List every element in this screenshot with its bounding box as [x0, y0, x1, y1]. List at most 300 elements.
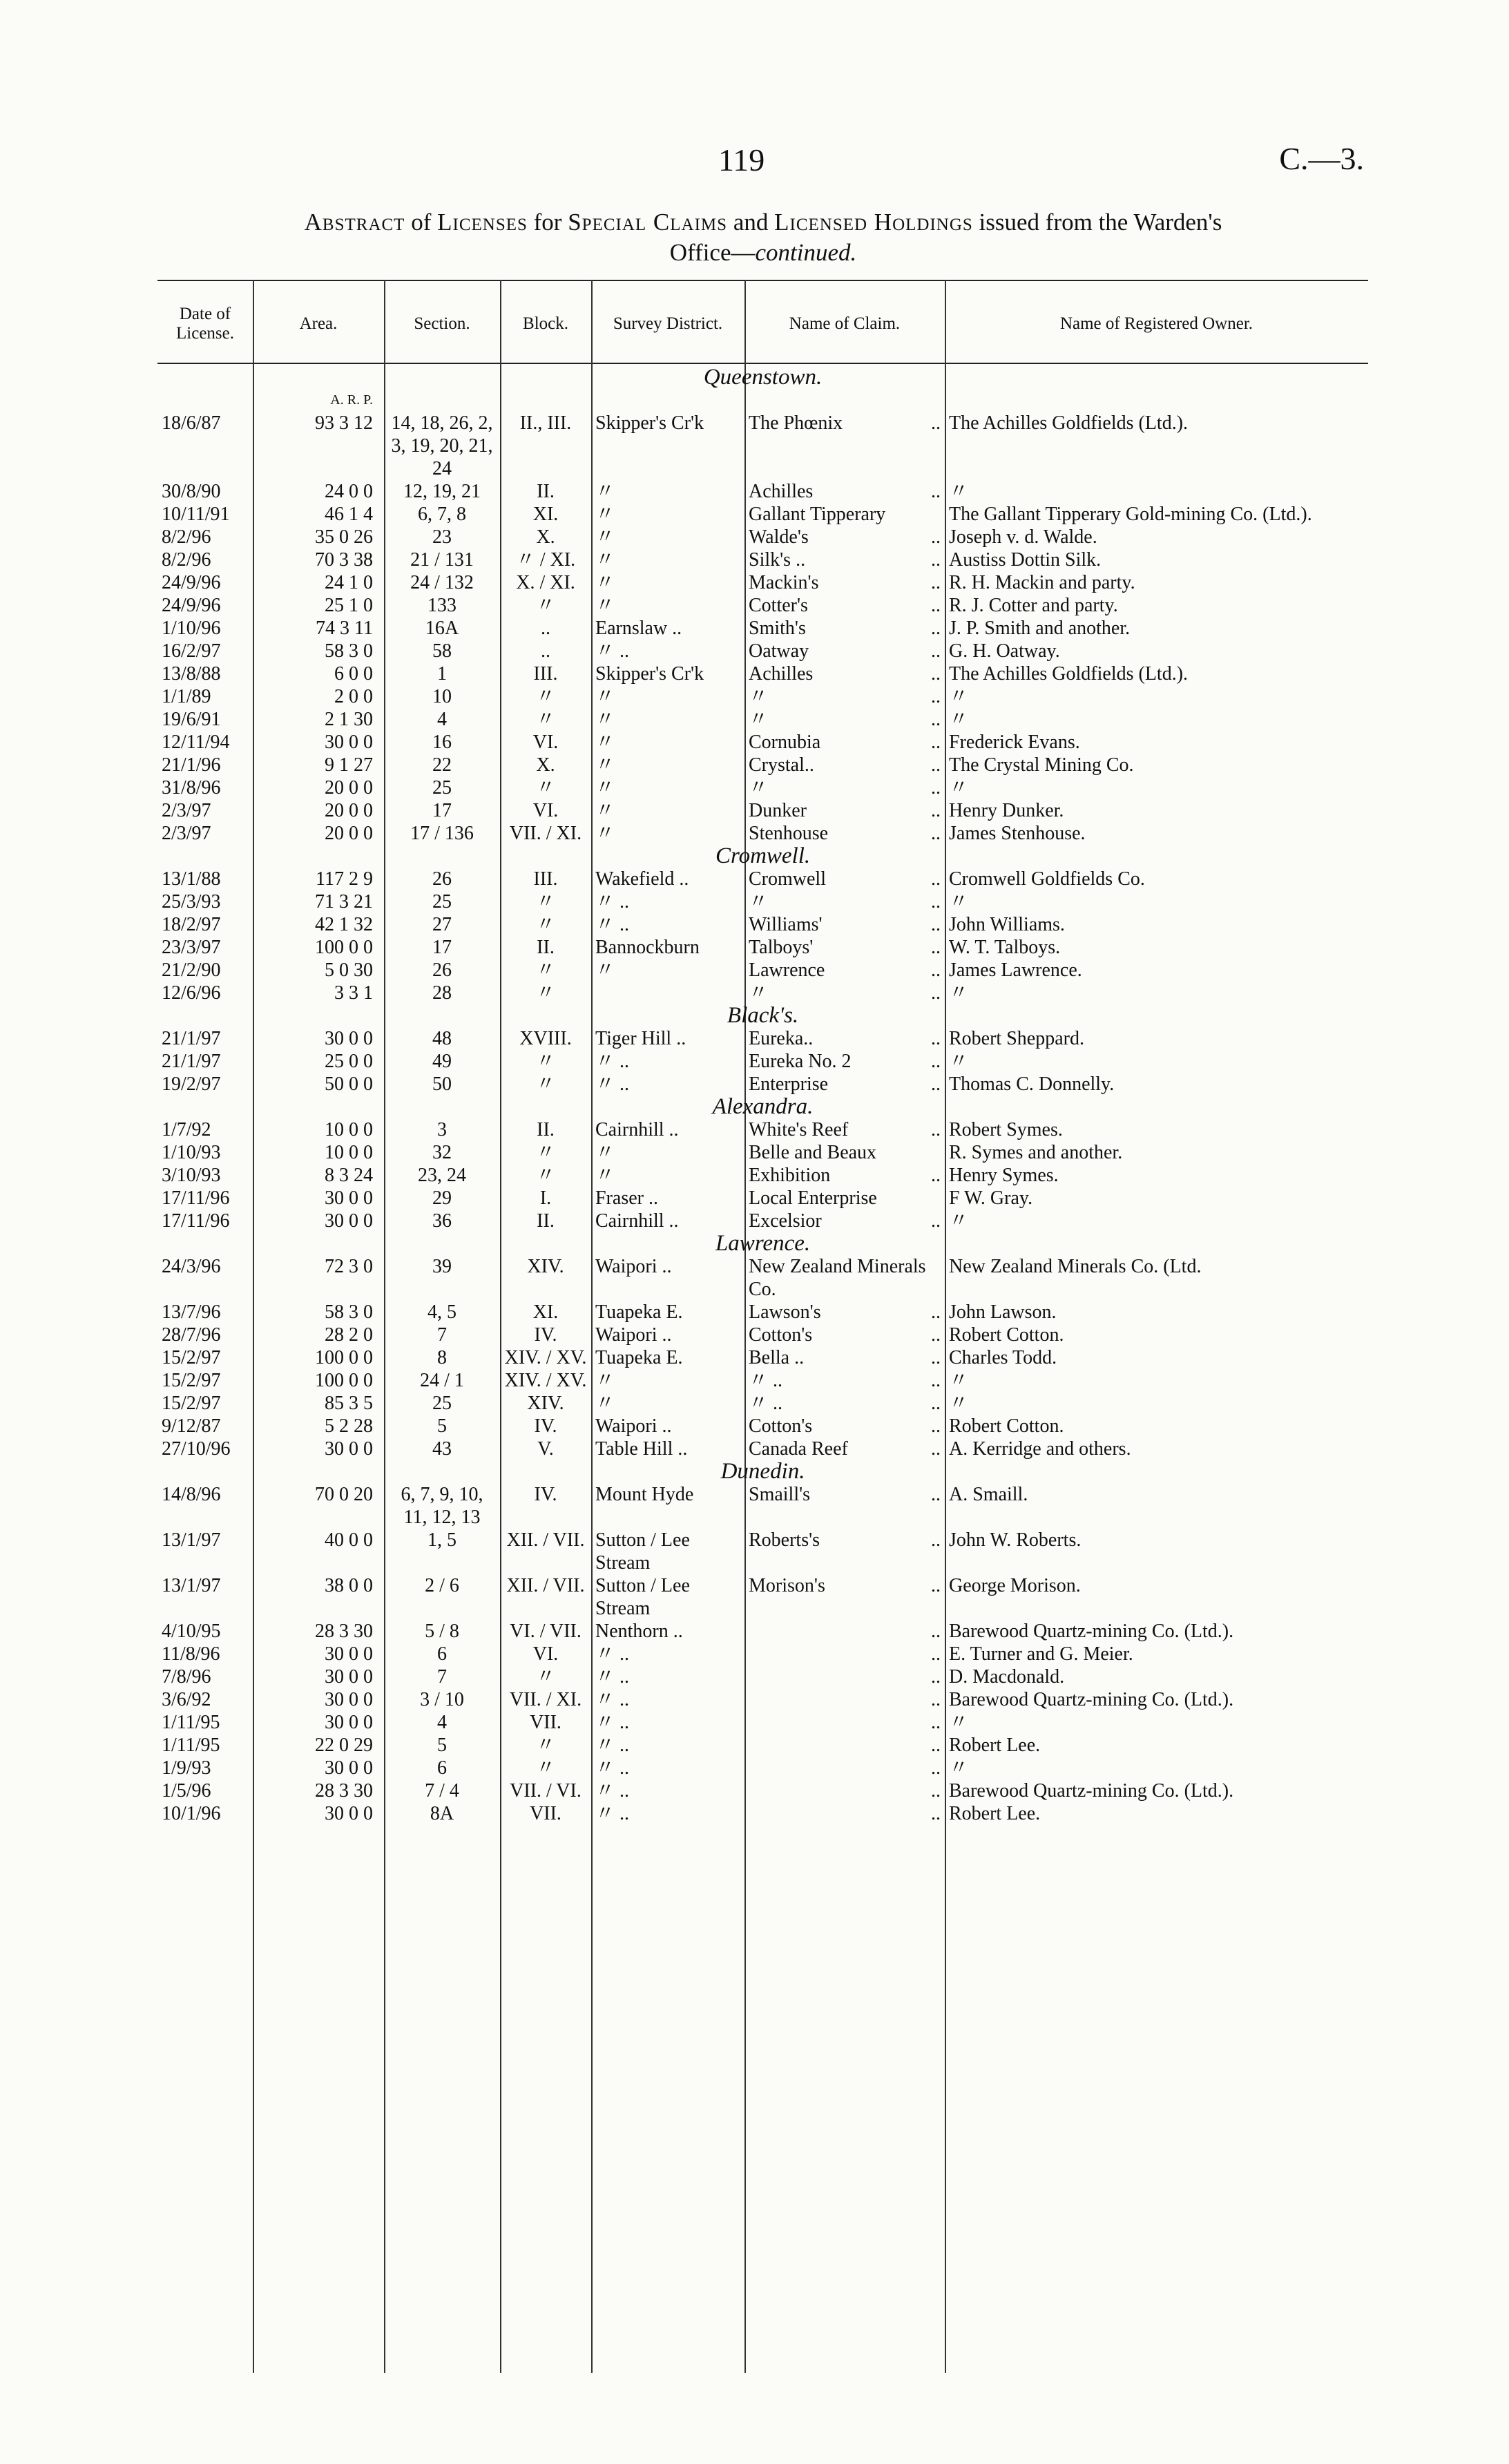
license-date: 13/1/88	[162, 868, 221, 890]
column-header-row	[157, 285, 1368, 363]
table-row	[157, 1255, 1368, 1301]
section: 16A	[425, 618, 459, 639]
leader-dots: ..	[931, 1529, 941, 1551]
survey-district: 〃	[595, 732, 615, 753]
block: III.	[533, 663, 558, 685]
area: 71 3 21	[315, 891, 373, 913]
survey-district: 〃	[595, 595, 615, 616]
claim-name: .. Excelsior	[749, 1210, 941, 1232]
claim-name: .. 〃 ..	[749, 1393, 941, 1414]
area: 9 1 27	[325, 754, 373, 776]
section-heading: Cromwell.	[715, 845, 811, 868]
leader-dots: ..	[931, 1643, 941, 1665]
licenses-table	[157, 366, 1368, 1825]
table-row	[157, 731, 1368, 754]
section: 25	[432, 777, 452, 799]
table-row	[157, 890, 1368, 913]
claim-name: .. The Phœnix	[749, 412, 941, 434]
section: 6, 7, 8	[418, 504, 466, 525]
survey-district: 〃	[595, 504, 615, 525]
document-code: C.—3.	[1279, 141, 1364, 176]
registered-owner: Charles Todd.	[949, 1347, 1057, 1368]
area: 30 0 0	[325, 1803, 373, 1824]
section: 29	[432, 1187, 452, 1209]
block: IV.	[534, 1415, 557, 1437]
col-header-section: Section.	[414, 314, 470, 333]
leader-dots: ..	[931, 732, 941, 753]
license-date: 13/7/96	[162, 1301, 221, 1323]
survey-district: 〃 ..	[595, 891, 630, 913]
area: 70 0 20	[315, 1484, 373, 1505]
section: 14, 18, 26, 2, 3, 19, 20, 21, 24	[391, 412, 493, 479]
table-row	[157, 959, 1368, 982]
area: 28 2 0	[325, 1324, 373, 1346]
section-heading-row	[157, 1004, 1368, 1027]
registered-owner: 〃	[949, 1051, 969, 1072]
section: 43	[432, 1438, 452, 1460]
area: 30 0 0	[325, 1712, 373, 1733]
section: 50	[432, 1073, 452, 1095]
area: 117 2 9	[316, 868, 373, 890]
block: 〃 / XI.	[515, 549, 576, 571]
table-row	[157, 1324, 1368, 1346]
registered-owner: 〃	[949, 777, 969, 799]
table-row	[157, 1757, 1368, 1779]
license-date: 11/8/96	[162, 1643, 220, 1665]
area: 30 0 0	[325, 1643, 373, 1665]
table-row	[157, 1620, 1368, 1643]
block: II.	[537, 937, 555, 958]
claim-name: .. 〃	[749, 777, 941, 799]
area-units-row	[157, 389, 1368, 412]
leader-dots: ..	[931, 1757, 941, 1779]
registered-owner: George Morison.	[949, 1575, 1081, 1596]
block: II.	[537, 481, 555, 502]
leader-dots: ..	[931, 526, 941, 548]
area: 25 1 0	[325, 595, 373, 616]
survey-district: Waipori ..	[595, 1415, 672, 1437]
area: 10 0 0	[325, 1119, 373, 1140]
block: VI.	[532, 800, 559, 821]
license-date: 25/3/93	[162, 891, 221, 913]
leader-dots: ..	[931, 1735, 941, 1756]
claim-name: New Zealand Minerals Co.	[749, 1256, 926, 1300]
license-date: 17/11/96	[162, 1210, 230, 1232]
area: 74 3 11	[316, 618, 373, 639]
survey-district: 〃 ..	[595, 1780, 630, 1802]
leader-dots: ..	[931, 1666, 941, 1688]
license-date: 15/2/97	[162, 1370, 221, 1391]
claim-name: .. Canada Reef	[749, 1438, 941, 1460]
license-date: 30/8/90	[162, 481, 221, 502]
registered-owner: 〃	[949, 1712, 969, 1733]
block: IV.	[534, 1484, 557, 1505]
registered-owner: 〃	[949, 709, 969, 730]
claim-name: .. Achilles	[749, 481, 941, 502]
block: XI.	[532, 504, 559, 525]
claim-name: .. Williams'	[749, 914, 941, 935]
survey-district: 〃 ..	[595, 1666, 630, 1688]
area: 93 3 12	[315, 412, 373, 434]
claim-name: Gallant Tipperary	[749, 504, 886, 525]
area: 5 0 30	[325, 959, 373, 981]
block: IV.	[534, 1324, 557, 1346]
license-date: 21/1/96	[162, 754, 221, 776]
leader-dots: ..	[931, 686, 941, 707]
block: 〃	[535, 1165, 555, 1186]
claim-name: .. Crystal..	[749, 754, 941, 776]
area: 58 3 0	[325, 640, 373, 662]
leader-dots: ..	[931, 800, 941, 821]
survey-district: Tuapeka E.	[595, 1347, 683, 1368]
block: VII.	[530, 1803, 561, 1824]
leader-dots: ..	[931, 868, 941, 890]
table-row	[157, 1643, 1368, 1665]
leader-dots: ..	[931, 1347, 941, 1368]
claim-name: .. Achilles	[749, 663, 941, 685]
survey-district: Cairnhill ..	[595, 1210, 679, 1232]
table-row	[157, 1734, 1368, 1757]
area: 2 1 30	[325, 709, 373, 730]
block: 〃	[535, 1073, 555, 1095]
leader-dots: ..	[931, 1780, 941, 1802]
license-date: 19/6/91	[162, 709, 221, 730]
area: 24 0 0	[325, 481, 373, 502]
registered-owner: R. J. Cotter and party.	[949, 595, 1118, 616]
section: 23	[432, 526, 452, 548]
table-row	[157, 936, 1368, 959]
section: 7 / 4	[425, 1780, 459, 1802]
claim-name: .. Cotton's	[749, 1324, 941, 1346]
claim-name: .. Smaill's	[749, 1484, 941, 1505]
claim-name: .. Stenhouse	[749, 823, 941, 844]
license-date: 13/8/88	[162, 663, 221, 685]
table-row	[157, 617, 1368, 640]
table-row	[157, 1665, 1368, 1688]
claim-name	[744, 1688, 945, 1711]
survey-district: Tuapeka E.	[595, 1301, 683, 1323]
section-heading-row	[157, 366, 1368, 389]
table-row	[157, 1141, 1368, 1164]
leader-dots: ..	[931, 777, 941, 799]
heading-word: Special Claims	[568, 209, 728, 236]
block: XIV.	[527, 1256, 564, 1277]
survey-district: 〃 ..	[595, 1073, 630, 1095]
leader-dots: ..	[931, 709, 941, 730]
section-heading: Black's.	[727, 1004, 799, 1027]
area: 20 0 0	[325, 777, 373, 799]
registered-owner: Barewood Quartz-mining Co. (Ltd.).	[949, 1689, 1234, 1710]
registered-owner: F W. Gray.	[949, 1187, 1033, 1209]
claim-name	[744, 1757, 945, 1779]
claim-name: .. Enterprise	[749, 1073, 941, 1095]
claim-name: .. 〃	[749, 982, 941, 1004]
survey-district: 〃	[595, 754, 615, 776]
license-date: 18/6/87	[162, 412, 221, 434]
section: 3	[437, 1119, 447, 1140]
table-row	[157, 662, 1368, 685]
section: 39	[432, 1256, 452, 1277]
claim-name: .. 〃	[749, 891, 941, 913]
table-row	[157, 685, 1368, 708]
registered-owner: John W. Roberts.	[949, 1529, 1082, 1551]
survey-district: Table Hill ..	[595, 1438, 688, 1460]
survey-district: 〃	[595, 526, 615, 548]
license-date: 10/11/91	[162, 504, 230, 525]
block: X. / XI.	[516, 572, 575, 593]
leader-dots: ..	[931, 572, 941, 593]
section: 7	[437, 1666, 447, 1688]
table-row	[157, 480, 1368, 503]
license-date: 10/1/96	[162, 1803, 221, 1824]
claim-name: Belle and Beaux	[749, 1142, 877, 1163]
heading-word: and	[733, 209, 769, 236]
table-row	[157, 412, 1368, 480]
table-heading	[155, 207, 1371, 268]
block: 〃	[535, 891, 555, 913]
area: 20 0 0	[325, 823, 373, 844]
block: 〃	[535, 982, 555, 1004]
registered-owner: 〃	[949, 1370, 969, 1391]
registered-owner: Austiss Dottin Silk.	[949, 549, 1102, 571]
heading-word: Abstract	[304, 209, 405, 236]
license-date: 28/7/96	[162, 1324, 221, 1346]
registered-owner: The Achilles Goldfields (Ltd.).	[949, 412, 1189, 434]
area: 3 3 1	[334, 982, 373, 1004]
section: 48	[432, 1028, 452, 1049]
block: XII. / VII.	[506, 1529, 585, 1551]
table-row	[157, 1392, 1368, 1415]
section-heading: Alexandra.	[712, 1096, 814, 1118]
table-row	[157, 708, 1368, 731]
survey-district: Earnslaw ..	[595, 618, 682, 639]
area: 25 0 0	[325, 1051, 373, 1072]
section: 36	[432, 1210, 452, 1232]
area: 100 0 0	[315, 1370, 373, 1391]
license-date: 23/3/97	[162, 937, 221, 958]
registered-owner: John Lawson.	[949, 1301, 1057, 1323]
area: 100 0 0	[315, 937, 373, 958]
table-row	[157, 822, 1368, 845]
area: 30 0 0	[325, 1187, 373, 1209]
survey-district: Mount Hyde	[595, 1484, 694, 1505]
claim-name: .. Roberts's	[749, 1529, 941, 1551]
claim-name: .. Dunker	[749, 800, 941, 821]
registered-owner: Cromwell Goldfields Co.	[949, 868, 1145, 890]
table-row	[157, 1210, 1368, 1232]
claim-name: .. Smith's	[749, 618, 941, 639]
registered-owner: Barewood Quartz-mining Co. (Ltd.).	[949, 1780, 1234, 1802]
table-row	[157, 1529, 1368, 1574]
section: 8	[437, 1347, 447, 1368]
survey-district: Nenthorn ..	[595, 1621, 683, 1642]
block: 〃	[535, 595, 555, 616]
area: 30 0 0	[325, 1666, 373, 1688]
license-date: 3/10/93	[162, 1165, 221, 1186]
table-row	[157, 1164, 1368, 1187]
block: 〃	[535, 959, 555, 981]
table-row	[157, 1301, 1368, 1324]
claim-name: .. Talboys'	[749, 937, 941, 958]
registered-owner: R. Symes and another.	[949, 1142, 1123, 1163]
license-date: 1/9/93	[162, 1757, 211, 1779]
survey-district: Sutton / Lee Stream	[595, 1575, 690, 1619]
claim-name: .. 〃	[749, 709, 941, 730]
survey-district: 〃	[595, 481, 615, 502]
registered-owner: Robert Cotton.	[949, 1415, 1064, 1437]
section: 3 / 10	[420, 1689, 464, 1710]
survey-district: Waipori ..	[595, 1256, 672, 1277]
table-row	[157, 1415, 1368, 1438]
table-row	[157, 1711, 1368, 1734]
claim-name: .. Cotton's	[749, 1415, 941, 1437]
license-date: 24/9/96	[162, 572, 221, 593]
claim-name: .. Eureka..	[749, 1028, 941, 1049]
col-header-area: Area.	[299, 314, 338, 333]
table-row	[157, 640, 1368, 662]
claim-name	[744, 1802, 945, 1825]
survey-district: 〃	[595, 1370, 615, 1391]
leader-dots: ..	[931, 1165, 941, 1186]
table-row	[157, 503, 1368, 526]
registered-owner: The Gallant Tipperary Gold-mining Co. (Ltd.).	[949, 504, 1312, 525]
table-row	[157, 1027, 1368, 1050]
claim-name	[744, 1620, 945, 1643]
leader-dots: ..	[931, 1119, 941, 1140]
area: 30 0 0	[325, 1757, 373, 1779]
registered-owner: 〃	[949, 982, 969, 1004]
registered-owner: Robert Lee.	[949, 1735, 1041, 1756]
survey-district: 〃 ..	[595, 1051, 630, 1072]
registered-owner: 〃	[949, 1757, 969, 1779]
registered-owner: New Zealand Minerals Co. (Ltd.	[949, 1256, 1202, 1277]
license-date: 31/8/96	[162, 777, 221, 799]
section: 16	[432, 732, 452, 753]
area: 72 3 0	[325, 1256, 373, 1277]
leader-dots: ..	[931, 1438, 941, 1460]
area: 100 0 0	[315, 1347, 373, 1368]
area: 8 3 24	[325, 1165, 373, 1186]
registered-owner: Thomas C. Donnelly.	[949, 1073, 1115, 1095]
leader-dots: ..	[931, 823, 941, 844]
leader-dots: ..	[931, 1621, 941, 1642]
registered-owner: E. Turner and G. Meier.	[949, 1643, 1133, 1665]
heading-word: issued from the Warden's	[979, 209, 1222, 236]
license-date: 13/1/97	[162, 1529, 221, 1551]
block: VII. / XI.	[509, 1689, 582, 1710]
survey-district: 〃	[595, 572, 615, 593]
section: 17	[432, 800, 452, 821]
block: 〃	[535, 709, 555, 730]
area: 5 2 28	[325, 1415, 373, 1437]
table-row	[157, 868, 1368, 890]
claim-name: .. White's Reef	[749, 1119, 941, 1140]
registered-owner: 〃	[949, 1210, 969, 1232]
section: 27	[432, 914, 452, 935]
table-row	[157, 982, 1368, 1004]
section: 26	[432, 868, 452, 890]
section-heading: Queenstown.	[703, 366, 823, 389]
section-heading: Lawrence.	[715, 1232, 811, 1255]
section-heading-row	[157, 1096, 1368, 1118]
leader-dots: ..	[931, 1415, 941, 1437]
block: II.	[537, 1119, 555, 1140]
heading-word: for	[533, 209, 562, 236]
block: XIV.	[527, 1393, 564, 1414]
section: 6, 7, 9, 10, 11, 12, 13	[401, 1484, 483, 1528]
header-rule	[157, 363, 1368, 364]
block: VI.	[532, 1643, 559, 1665]
table-row	[157, 1073, 1368, 1096]
section: 58	[432, 640, 452, 662]
survey-district: 〃	[595, 959, 615, 981]
table-row	[157, 1050, 1368, 1073]
block: VII. / XI.	[509, 823, 582, 844]
claim-name: .. Exhibition	[749, 1165, 941, 1186]
survey-district: 〃	[595, 1142, 615, 1163]
col-header-date: Date of License.	[176, 305, 234, 343]
claim-name: .. Cornubia	[749, 732, 941, 753]
area: 30 0 0	[325, 1210, 373, 1232]
claim-name: .. Oatway	[749, 640, 941, 662]
claim-name	[744, 1779, 945, 1802]
area: 20 0 0	[325, 800, 373, 821]
claim-name: .. Walde's	[749, 526, 941, 548]
block: V.	[537, 1438, 554, 1460]
col-header-block: Block.	[523, 314, 568, 333]
col-header-claim: Name of Claim.	[789, 314, 901, 333]
area: 24 1 0	[325, 572, 373, 593]
survey-district: Wakefield ..	[595, 868, 689, 890]
license-date: 1/10/93	[162, 1142, 221, 1163]
license-date: 3/6/92	[162, 1689, 211, 1710]
col-header-district: Survey District.	[613, 314, 723, 333]
claim-name: Local Enterprise	[749, 1187, 877, 1209]
area: 22 0 29	[315, 1735, 373, 1756]
section: 5	[437, 1735, 447, 1756]
survey-district	[591, 982, 744, 1004]
license-date: 8/2/96	[162, 526, 211, 548]
section: 25	[432, 1393, 452, 1414]
survey-district: 〃	[595, 800, 615, 821]
survey-district: Bannockburn	[595, 937, 700, 958]
block: XII. / VII.	[506, 1575, 585, 1596]
leader-dots: ..	[931, 1324, 941, 1346]
col-header-owner: Name of Registered Owner.	[1059, 314, 1253, 333]
registered-owner: Henry Dunker.	[949, 800, 1064, 821]
registered-owner: Joseph v. d. Walde.	[949, 526, 1097, 548]
leader-dots: ..	[931, 549, 941, 571]
leader-dots: ..	[931, 1051, 941, 1072]
license-date: 27/10/96	[162, 1438, 231, 1460]
leader-dots: ..	[931, 914, 941, 935]
table-row	[157, 594, 1368, 617]
leader-dots: ..	[931, 595, 941, 616]
section: 17	[432, 937, 452, 958]
registered-owner: R. H. Mackin and party.	[949, 572, 1135, 593]
table-row	[157, 1483, 1368, 1529]
survey-district: Sutton / Lee Stream	[595, 1529, 690, 1574]
license-date: 16/2/97	[162, 640, 221, 662]
license-date: 18/2/97	[162, 914, 221, 935]
block: 〃	[535, 1051, 555, 1072]
block: VI.	[532, 732, 559, 753]
license-date: 1/1/89	[162, 686, 211, 707]
area: 2 0 0	[334, 686, 373, 707]
area: 42 1 32	[315, 914, 373, 935]
heading-word: continued.	[755, 239, 857, 266]
claim-name: .. Bella ..	[749, 1347, 941, 1368]
